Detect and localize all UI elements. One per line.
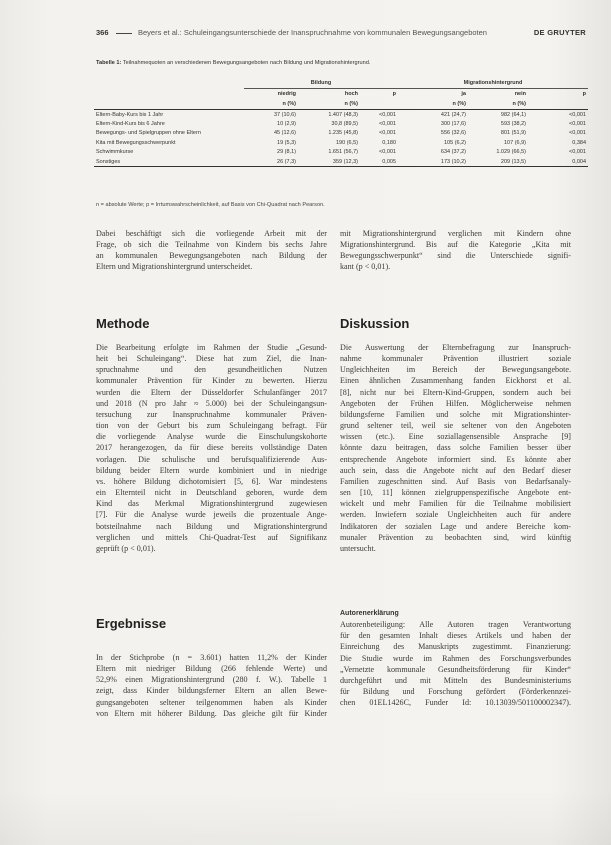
text-line: von Eltern mit höherer Bildung. Das gleiche gilt für Kinder (96, 708, 327, 718)
group-header-migration: Migrationshintergrund (398, 78, 588, 89)
table-caption-text: Teilnahmequoten an verschiedenen Bewegungsangeboten nach Bildung und Migrationshintergrund. (122, 60, 371, 66)
subsection-heading-autoren: Autorenerklärung (340, 610, 399, 617)
table-cell: 173 (10,2) (398, 157, 468, 167)
text-line: Kind das Merkmal Migrationshintergrund zugewiesen (96, 499, 327, 509)
text-line: entsprechende Angebote informiert sind. Es könnte aber (340, 454, 571, 464)
text-line: Einen ähnlichen Zusammenhang fanden Eickhorst et al. (340, 376, 571, 386)
running-title: Beyers et al.: Schuleingangsunterschiede der Inanspruchnahme von kommunalen Bewegungsangeboten (138, 28, 487, 37)
text-line: Indikatoren der sozialen Lage und andere Bereiche kom- (340, 521, 571, 531)
text-line: Migrationshintergrund. Bis auf die Kategorie „Kita mit (340, 240, 571, 250)
text-line: werden. Inwiefern soziale Ungleichheiten auch für andere (340, 510, 571, 520)
text-line: sen [10, 11] können zielgruppenspezifische Angebote ent- (340, 488, 571, 498)
table-cell: 1.651 (56,7) (328, 149, 358, 156)
text-line: „Vernetzte kommunale Gesundheitsförderung für Kinder“ (340, 664, 571, 674)
text-line: kant (p < 0,01). (340, 262, 391, 272)
text-line: ein Elternteil nicht in Deutschland geboren, wurde dem (96, 488, 327, 498)
table-cell: 26 (7,3) (244, 157, 298, 167)
table-cell: <0,001 (379, 121, 396, 128)
text-line: munaler Prävention zu beobachten sind, wird künftig (340, 532, 571, 542)
unit-header: n (%) (398, 99, 468, 110)
column-header: p (582, 91, 586, 97)
text-line: tersuchung zur Inanspruchnahme kommunaler Präven- (96, 409, 327, 419)
text-line: 52,9% einen Migrationshintergrund (280 f. W.). Tabelle 1 (96, 675, 327, 685)
table-cell: 10 (2,9) (277, 121, 296, 128)
text-line: spruchnahme und den gesundheitlichen Nutzen (96, 365, 327, 375)
table-cell: 634 (37,2) (440, 149, 466, 156)
table-row (94, 110, 588, 120)
unit-header: n (%) (468, 99, 528, 110)
text-line: Familien zugeschnitten sind. Auf Basis von Bedarfsanaly- (340, 476, 571, 486)
table-cell: 421 (24,7) (440, 111, 466, 118)
text-line: zeigt, dass Kinder bildungsferner Eltern an allen Bewe- (96, 686, 327, 696)
text-line: die vorliegende Analyse wurde die Einschulungskohorte (96, 432, 327, 442)
text-line: Frage, ob sich die Teilnahme von Kindern bis sechs Jahre (96, 240, 327, 250)
column-header: nein (514, 91, 526, 97)
text-line: [7]. Für die Analyse wurde jeweils die prozentuale Ange- (96, 510, 327, 520)
table-row (94, 157, 588, 167)
text-line: 2017 herangezogen, da für diese bereits vollständige Daten (96, 443, 327, 453)
text-line: wickelt und mehr Familien für die Teilnahme mobilisiert (340, 499, 571, 509)
column-header: hoch (344, 91, 358, 97)
text-line: geprüft (p < 0,01). (96, 543, 156, 553)
row-label: Sonstiges (94, 157, 244, 167)
text-line: wissen (etc.). Eine soziallagensensible Ansprache [9] (340, 432, 571, 442)
group-header-bildung: Bildung (244, 78, 398, 89)
text-line: wurden die Eltern der Düsseldorfer Schulanfänger 2017 (96, 387, 327, 397)
text-line: vorlagen. Die schulische und berufsqualifizierende Aus- (96, 454, 327, 464)
text-line: auch sein, dass die Angebote nicht auf den Bedarf dieser (340, 465, 571, 475)
text-line: Autorenbeteiligung: Alle Autoren tragen Verantwortung (340, 620, 571, 630)
table-cell: 593 (38,2) (500, 121, 526, 128)
text-line: durchgeführt und mit Mitteln des Bundesministeriums (340, 675, 571, 685)
table-cell: 556 (32,6) (440, 130, 466, 137)
table-cell: 190 (6,5) (335, 139, 358, 146)
table-cell: 359 (12,3) (298, 157, 360, 167)
text-line: nahme kommunaler Prävention illustriert soziale (340, 354, 571, 364)
text-line: verglichen und mittels Chi-Quadrat-Test auf Signifikanz (96, 532, 327, 542)
table-cell: 37 (10,6) (273, 111, 296, 118)
table-cell: 982 (64,1) (500, 111, 526, 118)
text-line: kommunaler Prävention für Kinder zu bewerten. Hierzu (96, 376, 327, 386)
text-line: grund seltener teil, weil sie seltener von den Angeboten (340, 421, 571, 431)
section-heading-methode: Methode (96, 316, 150, 331)
autoren-section (340, 608, 571, 708)
scan-shadow (0, 790, 611, 845)
row-label: Eltern-Baby-Kurs bis 1 Jahr (96, 111, 164, 118)
unit-header: n (%) (298, 99, 360, 110)
diskussion-paragraph (340, 342, 571, 554)
table-cell: 209 (13,5) (468, 157, 528, 167)
table-cell: 300 (17,6) (440, 121, 466, 128)
table-cell: 0,384 (572, 139, 586, 146)
text-line: für den gesamten Inhalt dieses Artikels und haben der (340, 631, 571, 641)
table-cell: 1.235 (45,8) (328, 130, 358, 137)
table-footnote: n = absolute Werte; p = Irrtumswahrscheinlichkeit, auf Basis von Chi-Quadrat nach Pearson. (96, 202, 325, 208)
methode-paragraph (96, 342, 327, 554)
unit-header (528, 99, 588, 110)
table-cell: 107 (6,9) (503, 139, 526, 146)
table-cell: <0,001 (569, 111, 586, 118)
text-line: Die Bearbeitung erfolgte im Rahmen der Studie „Gesund- (96, 343, 327, 352)
table-group-header-row (94, 78, 588, 89)
table-cell: <0,001 (569, 121, 586, 128)
table-caption-label: Tabelle 1: (96, 60, 122, 66)
text-line: [8], nicht nur bei Eltern-Kind-Gruppen, sondern auch bei (340, 387, 571, 397)
section-heading-ergebnisse: Ergebnisse (96, 616, 167, 631)
text-line: In der Stichprobe (n = 3.601) hatten 11,2% der Kinder (96, 653, 327, 662)
page-number: 366 (96, 28, 109, 37)
table-cell: 1.029 (66,5) (496, 149, 526, 156)
table-row (94, 138, 588, 147)
table-cell: 29 (8,1) (277, 149, 296, 156)
unit-header (360, 99, 398, 110)
text-line: chen 01EL1426C, Funder Id: 10.13039/501100002347). (340, 698, 571, 708)
text-line: Die Auswertung der Elternbefragung zur Inanspruch- (340, 343, 571, 352)
text-line: tion von der Geburt bis zum Schuleingang befragt. Für (96, 421, 327, 431)
intro-left-paragraph (96, 228, 327, 273)
table-cell: <0,001 (379, 149, 396, 156)
table-cell: <0,001 (569, 130, 586, 137)
text-line: mit Migrationshintergrund verglichen mit Kindern ohne (340, 229, 571, 238)
page-header (96, 28, 586, 40)
column-header: niedrig (277, 91, 296, 97)
text-line: Die Studie wurde im Rahmen des Forschungsverbundes (340, 653, 571, 663)
table-row (94, 148, 588, 157)
text-line: Ungleichheiten im Bereich der Bewegungsangebote. (340, 365, 571, 375)
section-heading-diskussion: Diskussion (340, 316, 410, 331)
row-label: Kita mit Bewegungsschwerpunkt (96, 139, 176, 146)
table-cell: 0,180 (382, 139, 396, 146)
column-header: ja (461, 91, 466, 97)
text-line: und 2018 (N pro Jahr ≈ 5.000) bei der Schuleingangsun- (96, 398, 327, 408)
unit-header: n (%) (244, 99, 298, 110)
text-line: botsteilnahme nach Bildung und Migrationshintergrund (96, 521, 327, 531)
text-line: für Bildung und Forschung gefördert (Förderkennzei- (340, 687, 571, 697)
text-line: Einreichung des Manuskripts zugestimmt. Finanzierung: (340, 642, 571, 652)
table-column-header-row (94, 89, 588, 100)
table-row (94, 129, 588, 138)
table-cell: 105 (6,2) (443, 139, 466, 146)
text-line: könnte dazu beitragen, dass solche Familien besser über (340, 443, 571, 453)
results-table (94, 78, 588, 167)
text-line: untersucht. (340, 543, 376, 553)
header-rule (116, 33, 132, 34)
text-line: Bewegungsschwerpunkt“ sind die Unterschiede signifi- (340, 251, 571, 261)
row-label: Bewegungs- und Spielgruppen ohne Eltern (96, 130, 201, 137)
row-label: Schwimmkurse (96, 149, 134, 156)
text-line: bildungsferne Familien und solche mit Migrationshinter- (340, 409, 571, 419)
text-line: Dabei beschäftigt sich die vorliegende Arbeit mit der (96, 229, 327, 238)
table-cell: 45 (12,6) (273, 130, 296, 137)
text-line: vs. höhere Bildung dichotomisiert [5, 6]. War mindestens (96, 476, 327, 486)
table-cell: 1.407 (48,3) (328, 111, 358, 118)
text-line: bildung beider Eltern wurde kombiniert und in niedrige (96, 465, 327, 475)
text-line: gungsangeboten seltener teilgenommen haben als Kinder (96, 697, 327, 707)
table-cell: <0,001 (379, 111, 396, 118)
column-header: p (392, 91, 396, 97)
table-cell: 0,004 (528, 157, 588, 167)
table-cell: 19 (5,3) (277, 139, 296, 146)
text-line: Eltern mit niedriger Bildung (266 fehlende Werte) und (96, 664, 327, 674)
row-label: Eltern-Kind-Kurs bis 6 Jahre (96, 121, 165, 128)
table-cell: 30,8 (89,5) (331, 121, 358, 128)
table-cell: 801 (51,9) (500, 130, 526, 137)
table-row (94, 119, 588, 128)
table-unit-header-row (94, 99, 588, 110)
table-cell: <0,001 (569, 149, 586, 156)
table-cell: <0,001 (379, 130, 396, 137)
table-cell: 0,005 (360, 157, 398, 167)
intro-right-paragraph (340, 228, 571, 273)
text-line: heit bei Schuleingang“. Diese hat zum Ziel, die Inan- (96, 354, 327, 364)
ergebnisse-paragraph (96, 652, 327, 719)
text-line: Eltern und Migrationshintergrund unterscheidet. (96, 262, 253, 272)
text-line: an kommunalen Bewegungsangeboten nach Bildung der (96, 251, 327, 261)
text-line: Angeboten der Frühen Hilfen. Möglicherweise nehmen (340, 398, 571, 408)
publisher-logo: DE GRUYTER (533, 28, 586, 37)
table-caption (96, 60, 370, 66)
